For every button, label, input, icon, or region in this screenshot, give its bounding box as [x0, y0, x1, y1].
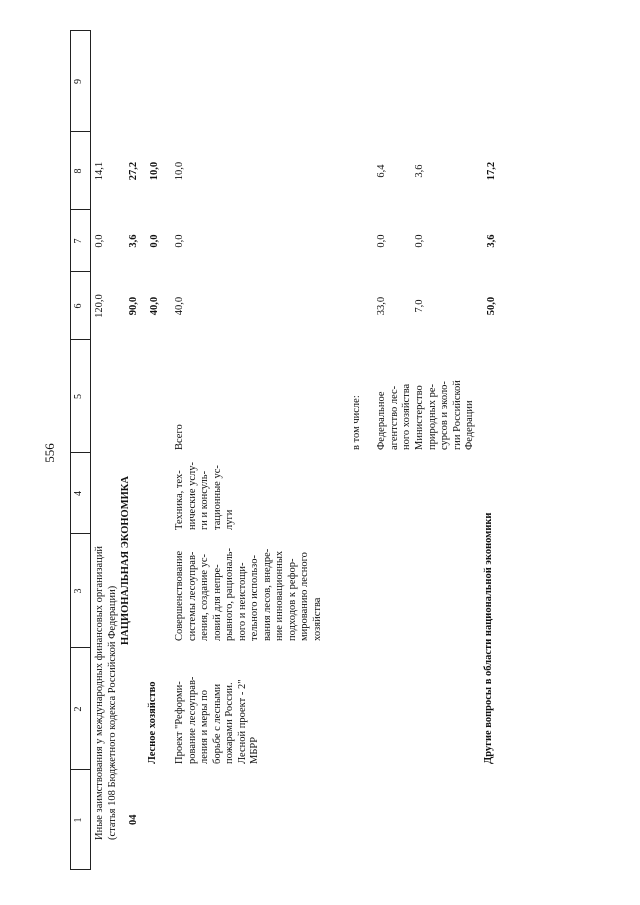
- section-title: НАЦИОНАЛЬНАЯ ЭКОНОМИКА: [120, 476, 131, 645]
- forestry-title: Лесное хозяйство: [147, 681, 158, 764]
- project-expense-line: нические услу-: [186, 461, 198, 530]
- total-label: Всего: [174, 424, 185, 450]
- national-economy-col8: 27,2: [128, 161, 139, 181]
- national-economy-col6: 90,0: [128, 296, 139, 316]
- project-expense-line: ги и консуль-: [199, 470, 210, 530]
- header-col-9: 9: [73, 79, 84, 84]
- ministry-line: Министерство: [414, 385, 425, 450]
- project-name-line: рование лесоуправ-: [186, 676, 198, 764]
- header-col-5: 5: [73, 394, 84, 399]
- project-goal-line: подходов к рефор-: [286, 558, 298, 641]
- borrowing-col8: 14,1: [94, 161, 105, 181]
- project-goal-line: рывного, рациональ-: [224, 548, 235, 641]
- ministry-line: сурсов и эколо-: [439, 381, 450, 450]
- agency-col6: 33,0: [376, 296, 387, 316]
- project-expense-line: луги: [224, 509, 235, 530]
- forestry-col6: 40,0: [149, 296, 160, 316]
- project-name-line: пожарами России.: [224, 682, 235, 764]
- other-col6: 50,0: [486, 296, 497, 316]
- project-goal-line: тельного использо-: [249, 555, 260, 641]
- other-col8: 17,2: [486, 161, 497, 181]
- project-name-line: МБРР: [249, 736, 260, 764]
- other-col7: 3,6: [486, 234, 497, 248]
- header-col-2: 2: [73, 706, 84, 712]
- agency-col8: 6,4: [376, 164, 387, 178]
- borrowing-line-1: Иные заимствования у международных финансовых организаций: [94, 545, 105, 840]
- project-name-line: Проект "Реформи-: [174, 681, 185, 764]
- agency-line: ного хозяйства: [401, 383, 412, 450]
- borrowing-col6: 120,0: [94, 294, 105, 318]
- project-name-line: борьбе с лесными: [211, 683, 223, 764]
- forestry-col7: 0,0: [149, 234, 160, 248]
- borrowing-line-2: (статья 108 Бюджетного кодекса Российской Федерации): [107, 585, 118, 840]
- project-goal-line: вания лесов, внедре-: [261, 548, 273, 641]
- project-expense-line: тационные ус-: [211, 465, 223, 530]
- ministry-line: гии Российской: [451, 380, 463, 450]
- project-goal-line: ние инновационных: [274, 550, 285, 641]
- header-col-3: 3: [73, 588, 84, 594]
- header-bottom-border: [90, 30, 91, 870]
- national-economy-col7: 3,6: [128, 234, 139, 248]
- agency-line: агентство лес-: [388, 385, 400, 450]
- project-goal-line: ловий для непре-: [211, 564, 223, 641]
- header-col-6: 6: [73, 303, 84, 309]
- header-col-4: 4: [73, 491, 84, 496]
- agency-col7: 0,0: [376, 234, 387, 248]
- header-col-8: 8: [73, 168, 84, 174]
- header-col-1: 1: [73, 817, 84, 823]
- forestry-col8: 10,0: [149, 161, 160, 181]
- ministry-col8: 3,6: [414, 164, 425, 178]
- agency-line: Федеральное: [376, 391, 387, 450]
- project-goal-line: мированию лесного: [299, 552, 310, 641]
- project-goal-line: хозяйства: [311, 597, 323, 641]
- project-total-col8: 10,0: [174, 161, 185, 181]
- table-top-border: [70, 30, 71, 870]
- project-expense-line: Техника, тех-: [174, 470, 185, 530]
- project-name-line: ления и меры по: [199, 690, 210, 764]
- ministry-col6: 7,0: [414, 299, 425, 313]
- ministry-line: Федерации: [464, 400, 475, 450]
- borrowing-col7: 0,0: [94, 234, 105, 248]
- other-title: Другие вопросы в области национальной экономики: [483, 512, 494, 764]
- ministry-line: природных ре-: [426, 384, 438, 450]
- page-number: 556: [41, 443, 57, 463]
- project-goal-line: Совершенствование: [174, 550, 185, 641]
- project-name-line: Лесной проект - 2": [236, 679, 248, 764]
- rotated-table: [70, 30, 630, 870]
- project-goal-line: ления, создание ус-: [199, 553, 210, 641]
- header-col-7: 7: [73, 238, 84, 244]
- project-total-col6: 40,0: [174, 296, 185, 316]
- section-code: 04: [128, 814, 139, 825]
- including-label: в том числе:: [351, 395, 362, 450]
- ministry-col7: 0,0: [414, 234, 425, 248]
- project-goal-line: ного и неистощи-: [236, 562, 248, 641]
- project-total-col7: 0,0: [174, 234, 185, 248]
- project-goal-line: системы лесоуправ-: [186, 551, 198, 641]
